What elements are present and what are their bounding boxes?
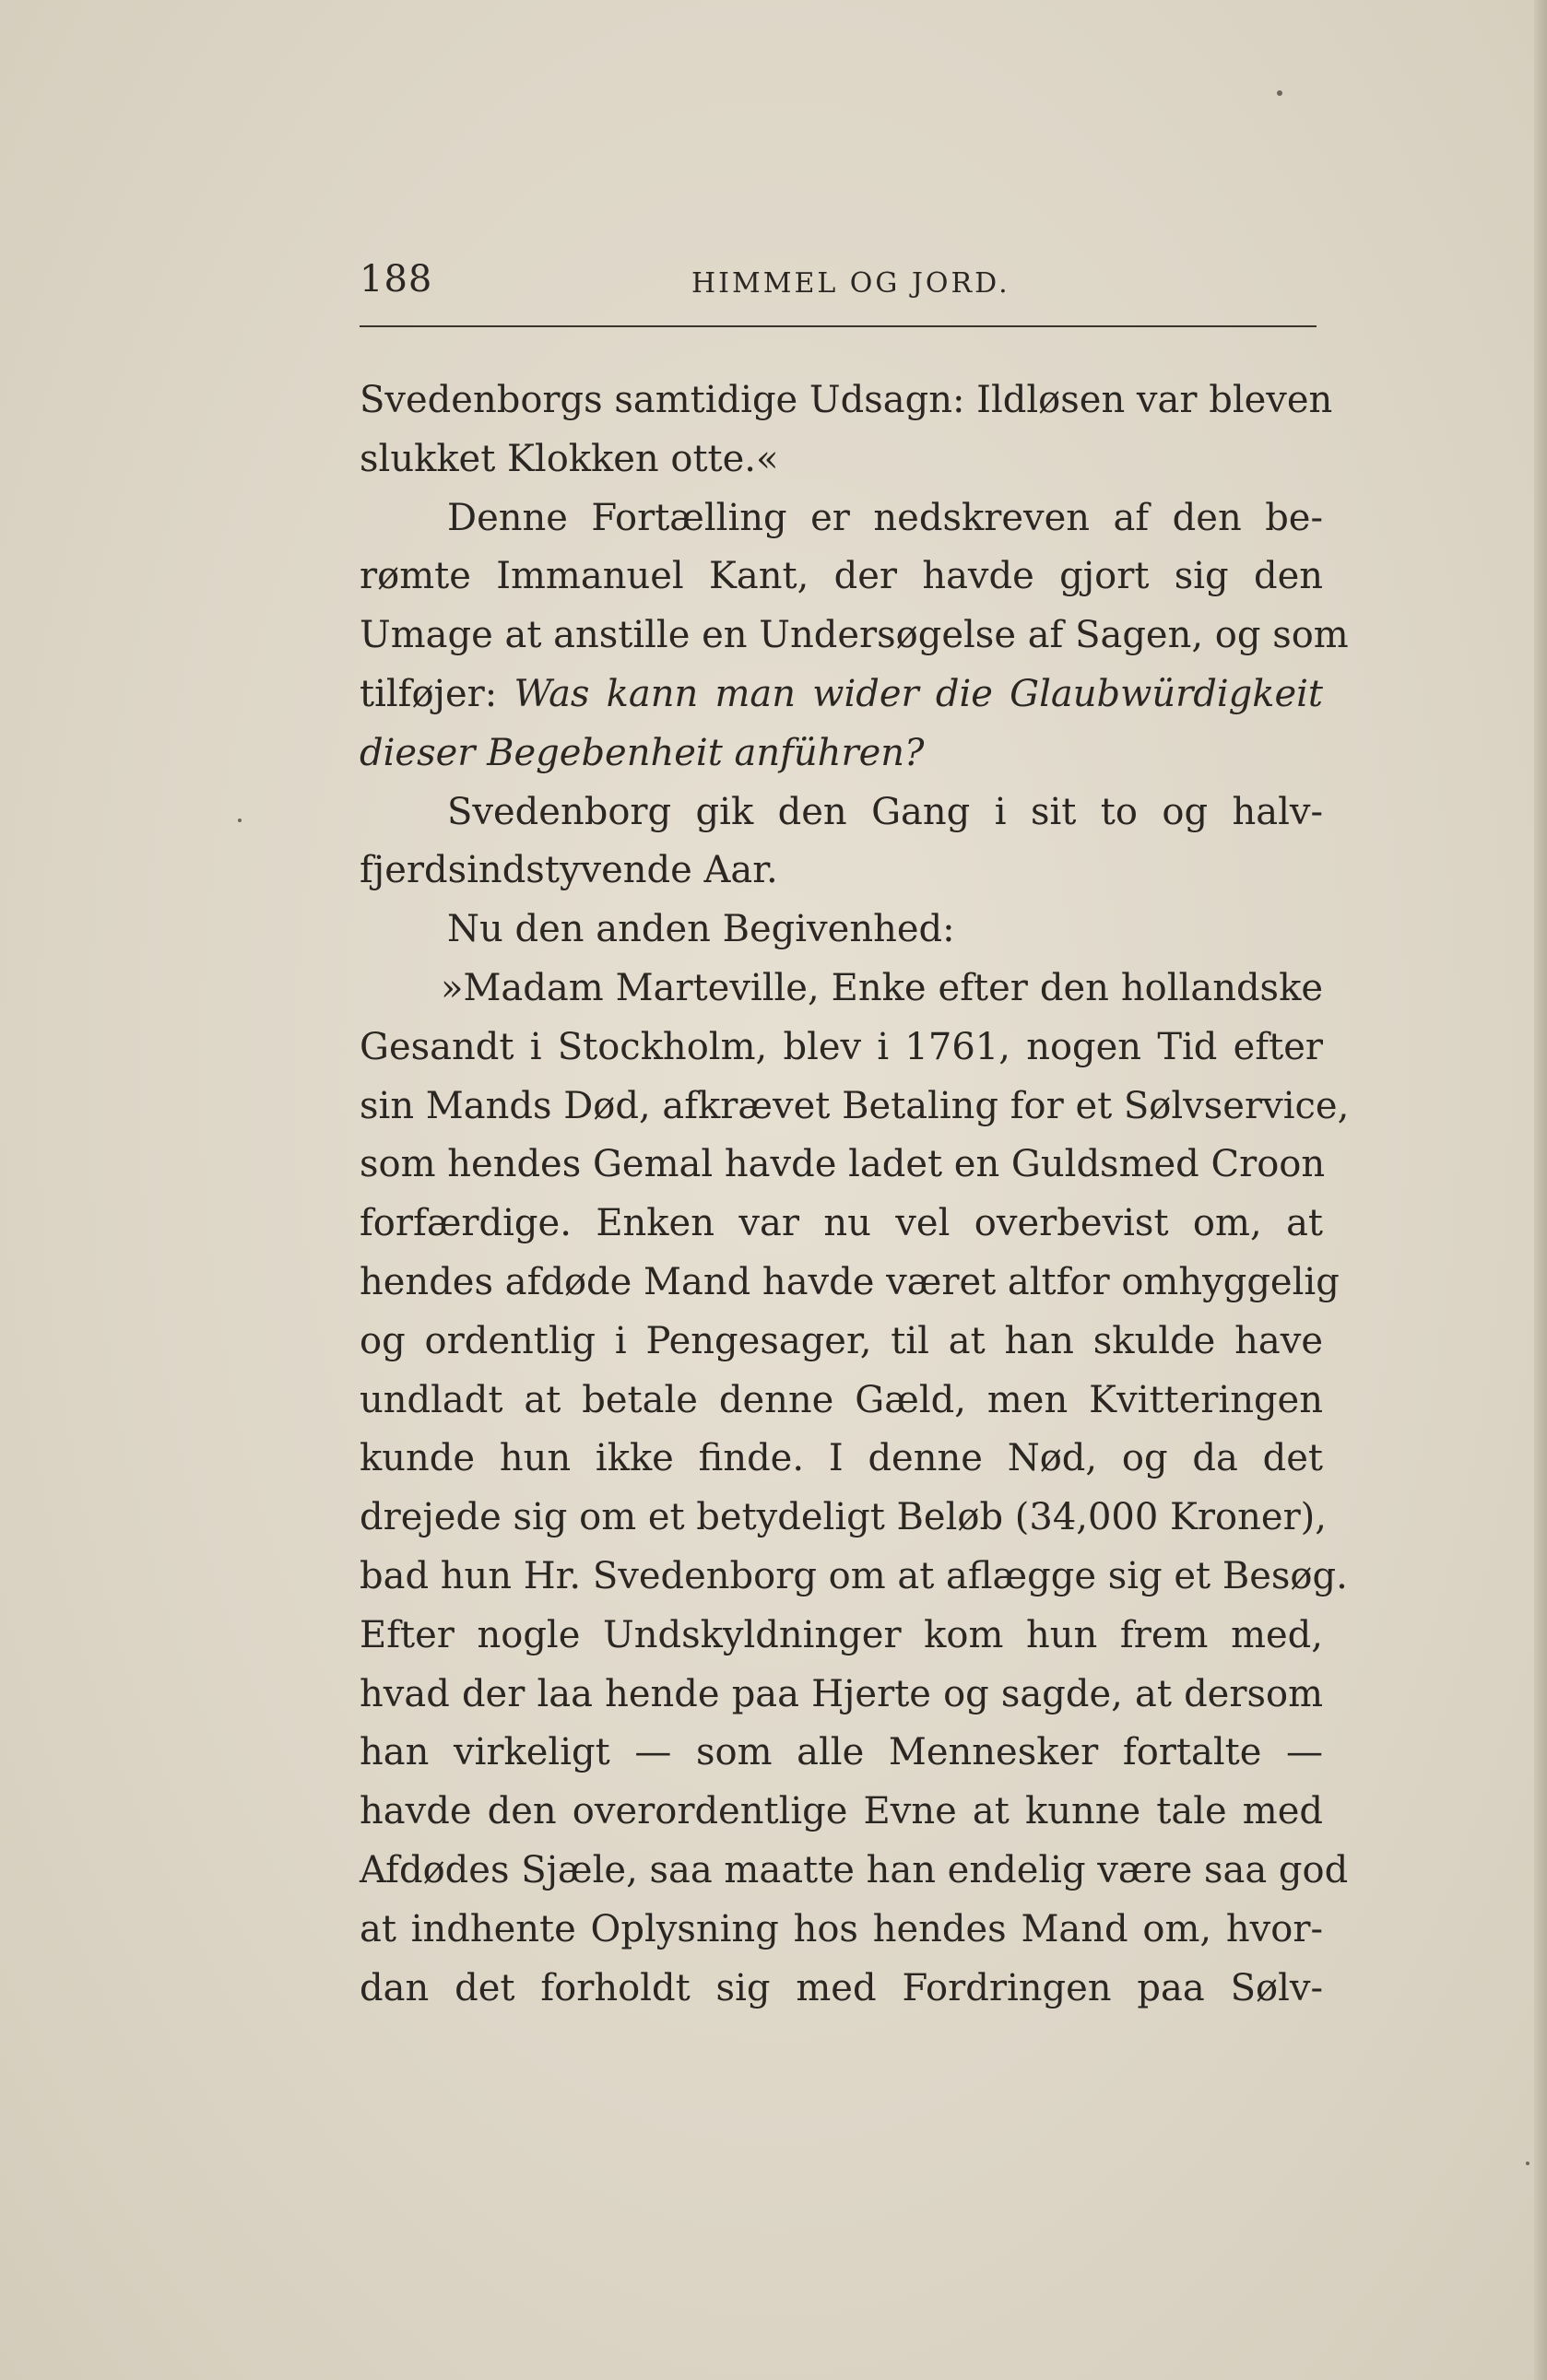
text-line: han virkeligt — som alle Mennesker fortalte — [360, 1731, 1323, 1774]
text-line: Umage at anstille en Undersøgelse af Sagen, og som [360, 614, 1349, 657]
text-line: Afdødes Sjæle, saa maatte han endelig være saa god [360, 1848, 1349, 1891]
text-line: dan det forholdt sig med Fordringen paa Sølv- [360, 1966, 1323, 2009]
text-line: hvad der laa hende paa Hjerte og sagde, at dersom [360, 1672, 1323, 1715]
text-line: fjerdsindstyvende Aar. [360, 849, 778, 892]
page-header [360, 258, 1317, 304]
text-line: slukket Klokken otte.« [360, 437, 779, 480]
text-line: Svedenborgs samtidige Udsagn: Ildløsen var bleven [360, 379, 1333, 421]
text-line: rømte Immanuel Kant, der havde gjort sig den [360, 555, 1323, 598]
italic-quote: dieser Begebenheit anführen? [360, 731, 925, 774]
text-line: hendes afdøde Mand havde været altfor omhyggelig [360, 1260, 1340, 1303]
text-line: som hendes Gemal havde ladet en Guldsmed Croon [360, 1143, 1326, 1186]
text-line: havde den overordentlige Evne at kunne tale med [360, 1790, 1323, 1833]
page-edge [1534, 0, 1547, 2380]
paper-speck [238, 819, 242, 822]
paper-speck [1277, 90, 1282, 96]
text-line: kunde hun ikke finde. I denne Nød, og da det [360, 1437, 1323, 1480]
text-line: »Madam Marteville, Enke efter den hollandske [441, 966, 1323, 1009]
text-line: bad hun Hr. Svedenborg om at aflægge sig et Besøg. [360, 1554, 1348, 1597]
body-text [360, 371, 1350, 2018]
text-line: Denne Fortælling er nedskreven af den be- [447, 496, 1323, 539]
text-line: Efter nogle Undskyldninger kom hun frem med, [360, 1613, 1323, 1656]
text-line: forfærdige. Enken var nu vel overbevist om, at [360, 1202, 1323, 1245]
text-line: Svedenborg gik den Gang i sit to og halv- [447, 790, 1323, 833]
text-line: tilføjer: Was kann man wider die Glaubwürdigkeit [360, 672, 1323, 715]
paper-speck [1526, 2162, 1529, 2165]
text-line: drejede sig om et betydeligt Beløb (34,000 Kroner), [360, 1496, 1328, 1539]
italic-quote: Was kann man wider die Glaubwürdigkeit [514, 672, 1323, 715]
text-line: og ordentlig i Pengesager, til at han skulde have [360, 1319, 1323, 1362]
text-line: Gesandt i Stockholm, blev i 1761, nogen Tid efter [360, 1025, 1323, 1068]
text-line: undladt at betale denne Gæld, men Kvitteringen [360, 1378, 1323, 1421]
text-line: at indhente Oplysning hos hendes Mand om, hvor- [360, 1907, 1323, 1950]
page-number: 188 [360, 258, 433, 300]
text-line [360, 725, 1323, 784]
header-rule [360, 325, 1317, 327]
text-line: Nu den anden Begivenhed: [447, 908, 955, 951]
text-line: sin Mands Død, afkrævet Betaling for et Sølvservice, [360, 1084, 1350, 1127]
running-title: HIMMEL OG JORD. [691, 267, 1010, 300]
